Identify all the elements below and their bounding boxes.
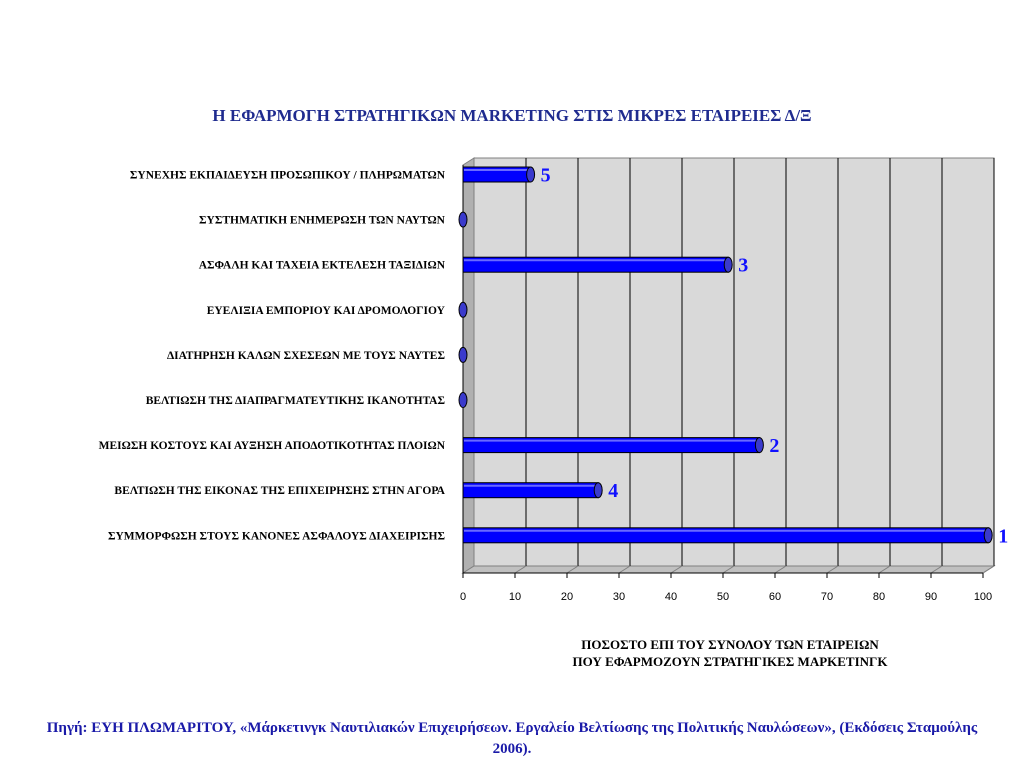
source-citation: Πηγή: ΕΥΗ ΠΛΩΜΑΡΙΤΟΥ, «Μάρκετινγκ Ναυτιλιακών Επιχειρήσεων. Εργαλείο Βελτίωσης της Πολιτικής Ναυλώσεων», (Εκδόσεις Σταμούλης 2006). [46, 720, 978, 757]
x-tick-label: 40 [664, 591, 678, 603]
bar-end-cap [755, 438, 763, 453]
bar-end-cap [594, 483, 602, 498]
x-tick-label: 60 [768, 591, 782, 603]
bar-end-cap [459, 302, 467, 317]
rank-label: 2 [769, 435, 780, 458]
x-tick-label: 20 [560, 591, 574, 603]
x-tick-label: 70 [820, 591, 834, 603]
category-labels [99, 170, 446, 543]
bar-end-cap [459, 393, 467, 408]
x-tick-label: 90 [924, 591, 938, 603]
plot-background [463, 158, 994, 573]
rank-label: 3 [738, 254, 749, 277]
category-label: ΣΥΝΕΧΗΣ ΕΚΠΑΙΔΕΥΣΗ ΠΡΟΣΩΠΙΚΟΥ / ΠΛΗΡΩΜΑΤΩΝ [129, 169, 445, 182]
rank-label: 1 [998, 525, 1009, 548]
category-label: ΒΕΛΤΙΩΣΗ ΤΗΣ ΔΙΑΠΡΑΓΜΑΤΕΥΤΙΚΗΣ ΙΚΑΝΟΤΗΤΑΣ [145, 395, 445, 407]
x-axis-label-line-2: ΠΟΥ ΕΦΑΡΜΟΖΟΥΝ ΣΤΡΑΤΗΓΙΚΕΣ ΜΑΡΚΕΤΙΝΓΚ [572, 654, 888, 669]
bar-end-cap [984, 528, 992, 543]
category-label: ΕΥΕΛΙΞΙΑ ΕΜΠΟΡΙΟΥ ΚΑΙ ΔΡΟΜΟΛΟΓΙΟΥ [206, 304, 445, 317]
x-tick-label: 100 [973, 591, 993, 603]
chart-title: Η ΕΦΑΡΜΟΓΗ ΣΤΡΑΤΗΓΙΚΩΝ MARKETING ΣΤΙΣ ΜΙΚΡΕΣ ΕΤΑΙΡΕΙΕΣ Δ/Ξ [212, 106, 812, 125]
rank-label: 5 [540, 164, 551, 187]
x-tick-label: 50 [716, 591, 730, 603]
category-label: ΣΥΜΜΟΡΦΩΣΗ ΣΤΟΥΣ ΚΑΝΟΝΕΣ ΑΣΦΑΛΟΥΣ ΔΙΑΧΕΙΡΙΣΗΣ [107, 530, 445, 543]
rank-label: 4 [608, 480, 619, 503]
x-tick-labels [460, 591, 992, 603]
category-label: ΑΣΦΑΛΗ ΚΑΙ ΤΑΧΕΙΑ ΕΚΤΕΛΕΣΗ ΤΑΞΙΔΙΩΝ [198, 259, 445, 272]
x-tick-label: 80 [872, 591, 886, 603]
bar-end-cap [459, 212, 467, 227]
x-tick-label: 0 [459, 591, 467, 603]
category-label: ΜΕΙΩΣΗ ΚΟΣΤΟΥΣ ΚΑΙ ΑΥΞΗΣΗ ΑΠΟΔΟΤΙΚΟΤΗΤΑΣ ΠΛΟΙΩΝ [98, 440, 445, 453]
x-axis-label [470, 636, 990, 670]
category-label: ΔΙΑΤΗΡΗΣΗ ΚΑΛΩΝ ΣΧΕΣΕΩΝ ΜΕ ΤΟΥΣ ΝΑΥΤΕΣ [166, 349, 445, 362]
category-label: ΒΕΛΤΙΩΣΗ ΤΗΣ ΕΙΚΟΝΑΣ ΤΗΣ ΕΠΙΧΕΙΡΗΣΗΣ ΣΤΗΝ ΑΓΟΡΑ [114, 485, 445, 498]
bar-end-cap [459, 347, 467, 362]
x-tick-label: 30 [612, 591, 626, 603]
category-label: ΣΥΣΤΗΜΑΤΙΚΗ ΕΝΗΜΕΡΩΣΗ ΤΩΝ ΝΑΥΤΩΝ [199, 214, 445, 227]
bar-end-cap [527, 167, 535, 182]
x-axis-label-line-1: ΠΟΣΟΣΤΟ ΕΠΙ ΤΟΥ ΣΥΝΟΛΟΥ ΤΩΝ ΕΤΑΙΡΕΙΩΝ [581, 637, 879, 652]
bar-end-cap [724, 257, 732, 272]
x-tick-label: 10 [508, 591, 522, 603]
